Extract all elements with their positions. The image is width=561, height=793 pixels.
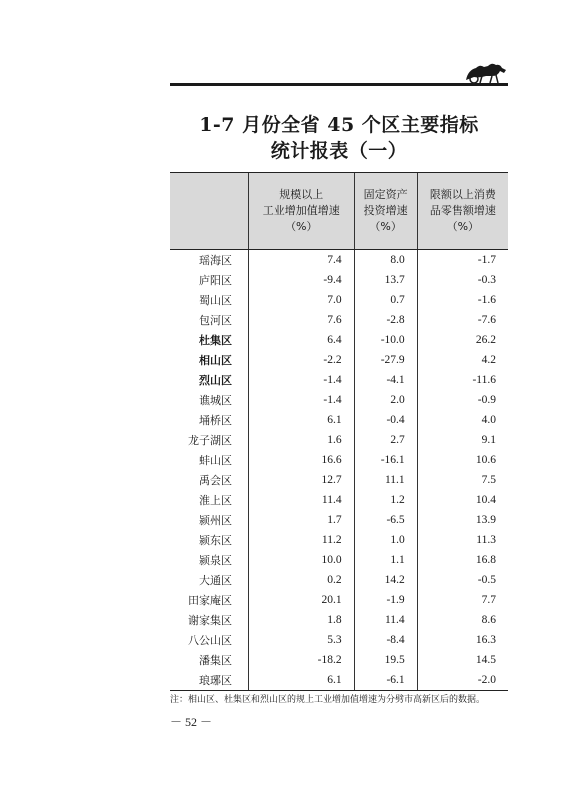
table-body bbox=[170, 250, 508, 691]
industry-growth-cell: 12.7 bbox=[249, 470, 355, 490]
industry-growth-cell: -2.2 bbox=[249, 350, 355, 370]
table-row bbox=[170, 490, 508, 510]
column-header-retail bbox=[417, 173, 508, 250]
industry-growth-cell: 6.1 bbox=[249, 670, 355, 691]
column-header-unit: （%） bbox=[446, 220, 480, 233]
table-row bbox=[170, 610, 508, 630]
retail-growth-cell: 4.2 bbox=[417, 350, 508, 370]
table-row bbox=[170, 410, 508, 430]
industry-growth-cell: 7.6 bbox=[249, 310, 355, 330]
retail-growth-cell: 10.4 bbox=[417, 490, 508, 510]
table-row bbox=[170, 310, 508, 330]
column-header-unit: （%） bbox=[369, 220, 402, 233]
industry-growth-cell: 11.2 bbox=[249, 530, 355, 550]
investment-growth-cell: 14.2 bbox=[354, 570, 417, 590]
retail-growth-cell: -2.0 bbox=[417, 670, 508, 691]
district-name-cell: 颍东区 bbox=[199, 534, 232, 547]
corner-header bbox=[170, 173, 249, 250]
district-name-cell: 龙子湖区 bbox=[188, 434, 232, 447]
industry-growth-cell: 1.6 bbox=[249, 430, 355, 450]
investment-growth-cell: -10.0 bbox=[354, 330, 417, 350]
industry-growth-cell: 0.2 bbox=[249, 570, 355, 590]
investment-growth-cell: 19.5 bbox=[354, 650, 417, 670]
footnote: 注：相山区、杜集区和烈山区的规上工业增加值增速为分劈市高新区后的数据。 bbox=[170, 695, 486, 705]
industry-growth-cell: -9.4 bbox=[249, 270, 355, 290]
page-title-line1: 1-7 月份全省 45 个区主要指标 bbox=[199, 114, 479, 136]
table-row bbox=[170, 510, 508, 530]
investment-growth-cell: 1.0 bbox=[354, 530, 417, 550]
stats-table bbox=[170, 172, 508, 691]
district-name-cell: 谯城区 bbox=[199, 394, 232, 407]
district-name-cell: 淮上区 bbox=[199, 494, 232, 507]
retail-growth-cell: 16.8 bbox=[417, 550, 508, 570]
retail-growth-cell: -0.3 bbox=[417, 270, 508, 290]
investment-growth-cell: -6.5 bbox=[354, 510, 417, 530]
table-header-row bbox=[170, 173, 508, 250]
investment-growth-cell: -27.9 bbox=[354, 350, 417, 370]
investment-growth-cell: 2.7 bbox=[354, 430, 417, 450]
industry-growth-cell: -1.4 bbox=[249, 370, 355, 390]
district-name-cell: 谢家集区 bbox=[188, 614, 232, 627]
district-name-cell: 蚌山区 bbox=[199, 454, 232, 467]
district-name-cell: 颍泉区 bbox=[199, 554, 232, 567]
column-header-line: 投资增速 bbox=[363, 204, 408, 217]
district-name-cell: 庐阳区 bbox=[199, 274, 232, 287]
retail-growth-cell: 7.7 bbox=[417, 590, 508, 610]
industry-growth-cell: 11.4 bbox=[249, 490, 355, 510]
industry-growth-cell: 16.6 bbox=[249, 450, 355, 470]
table-row bbox=[170, 590, 508, 610]
retail-growth-cell: 9.1 bbox=[417, 430, 508, 450]
retail-growth-cell: -0.9 bbox=[417, 390, 508, 410]
investment-growth-cell: 11.4 bbox=[354, 610, 417, 630]
table-row bbox=[170, 550, 508, 570]
horse-carriage-emblem-icon bbox=[462, 58, 508, 84]
district-name-cell: 埇桥区 bbox=[199, 414, 232, 427]
retail-growth-cell: 4.0 bbox=[417, 410, 508, 430]
table-row bbox=[170, 370, 508, 390]
industry-growth-cell: 6.1 bbox=[249, 410, 355, 430]
table-row bbox=[170, 290, 508, 310]
industry-growth-cell: -1.4 bbox=[249, 390, 355, 410]
table-row bbox=[170, 330, 508, 350]
investment-growth-cell: 8.0 bbox=[354, 250, 417, 271]
retail-growth-cell: 11.3 bbox=[417, 530, 508, 550]
investment-growth-cell: 2.0 bbox=[354, 390, 417, 410]
investment-growth-cell: -8.4 bbox=[354, 630, 417, 650]
district-name-cell: 大通区 bbox=[199, 574, 232, 587]
district-name-cell: 瑶海区 bbox=[199, 254, 232, 267]
retail-growth-cell: 7.5 bbox=[417, 470, 508, 490]
district-name-cell: 颍州区 bbox=[199, 514, 232, 527]
retail-growth-cell: -1.6 bbox=[417, 290, 508, 310]
district-name-cell: 烈山区 bbox=[199, 374, 232, 387]
district-name-cell: 杜集区 bbox=[199, 334, 232, 347]
investment-growth-cell: -4.1 bbox=[354, 370, 417, 390]
district-name-cell: 包河区 bbox=[199, 314, 232, 327]
column-header-unit: （%） bbox=[285, 220, 318, 233]
investment-growth-cell: -1.9 bbox=[354, 590, 417, 610]
retail-growth-cell: 10.6 bbox=[417, 450, 508, 470]
industry-growth-cell: 5.3 bbox=[249, 630, 355, 650]
page-title-line2: 统计报表（一） bbox=[270, 140, 408, 162]
investment-growth-cell: 13.7 bbox=[354, 270, 417, 290]
investment-growth-cell: 0.7 bbox=[354, 290, 417, 310]
table-row bbox=[170, 390, 508, 410]
page-number: － 52 － bbox=[170, 715, 213, 729]
industry-growth-cell: 7.4 bbox=[249, 250, 355, 271]
industry-growth-cell: -18.2 bbox=[249, 650, 355, 670]
investment-growth-cell: -0.4 bbox=[354, 410, 417, 430]
retail-growth-cell: 13.9 bbox=[417, 510, 508, 530]
retail-growth-cell: -0.5 bbox=[417, 570, 508, 590]
table-row bbox=[170, 470, 508, 490]
industry-growth-cell: 20.1 bbox=[249, 590, 355, 610]
industry-growth-cell: 6.4 bbox=[249, 330, 355, 350]
retail-growth-cell: 16.3 bbox=[417, 630, 508, 650]
retail-growth-cell: -7.6 bbox=[417, 310, 508, 330]
table-row bbox=[170, 250, 508, 271]
column-header-line: 工业增加值增速 bbox=[262, 204, 340, 217]
investment-growth-cell: -16.1 bbox=[354, 450, 417, 470]
industry-growth-cell: 10.0 bbox=[249, 550, 355, 570]
column-header-industry bbox=[249, 173, 355, 250]
retail-growth-cell: -11.6 bbox=[417, 370, 508, 390]
retail-growth-cell: -1.7 bbox=[417, 250, 508, 271]
district-name-cell: 潘集区 bbox=[199, 654, 232, 667]
retail-growth-cell: 14.5 bbox=[417, 650, 508, 670]
table-row bbox=[170, 270, 508, 290]
investment-growth-cell: -6.1 bbox=[354, 670, 417, 691]
industry-growth-cell: 1.7 bbox=[249, 510, 355, 530]
header-rule bbox=[170, 83, 508, 86]
industry-growth-cell: 1.8 bbox=[249, 610, 355, 630]
column-header-line: 限额以上消费 bbox=[429, 188, 496, 201]
table-row bbox=[170, 350, 508, 370]
table-row bbox=[170, 430, 508, 450]
table-row bbox=[170, 570, 508, 590]
investment-growth-cell: 1.2 bbox=[354, 490, 417, 510]
district-name-cell: 蜀山区 bbox=[199, 294, 232, 307]
table-row bbox=[170, 650, 508, 670]
investment-growth-cell: 1.1 bbox=[354, 550, 417, 570]
district-name-cell: 田家庵区 bbox=[188, 594, 232, 607]
investment-growth-cell: -2.8 bbox=[354, 310, 417, 330]
table-row bbox=[170, 670, 508, 691]
column-header-investment bbox=[354, 173, 417, 250]
column-header-line: 固定资产 bbox=[363, 188, 408, 201]
column-header-line: 品零售额增速 bbox=[429, 204, 496, 217]
table-row bbox=[170, 450, 508, 470]
district-name-cell: 八公山区 bbox=[188, 634, 232, 647]
retail-growth-cell: 8.6 bbox=[417, 610, 508, 630]
district-name-cell: 禹会区 bbox=[199, 474, 232, 487]
district-name-cell: 相山区 bbox=[199, 354, 232, 367]
investment-growth-cell: 11.1 bbox=[354, 470, 417, 490]
table-row bbox=[170, 530, 508, 550]
table-row bbox=[170, 630, 508, 650]
column-header-line: 规模以上 bbox=[279, 188, 324, 201]
industry-growth-cell: 7.0 bbox=[249, 290, 355, 310]
district-name-cell: 琅琊区 bbox=[170, 670, 249, 691]
retail-growth-cell: 26.2 bbox=[417, 330, 508, 350]
